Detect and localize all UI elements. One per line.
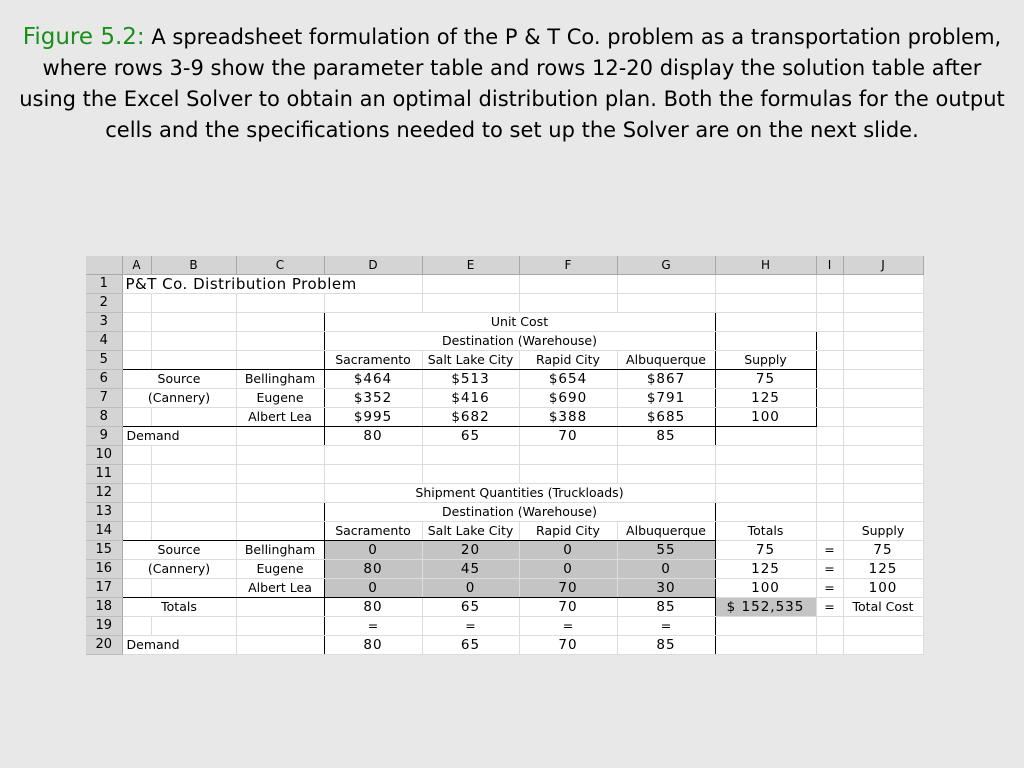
cell[interactable]	[151, 294, 236, 313]
cell[interactable]	[422, 446, 519, 465]
column-header-h[interactable]: H	[715, 256, 816, 275]
unit-cost-title[interactable]: Unit Cost	[324, 313, 715, 332]
supply-cell[interactable]: 100	[715, 408, 816, 427]
cell[interactable]	[843, 617, 923, 636]
cell[interactable]	[122, 408, 151, 427]
sheet-row-14	[86, 522, 923, 541]
supply-cell[interactable]: 125	[843, 560, 923, 579]
cell[interactable]	[816, 484, 843, 503]
figure-label: Figure 5.2:	[22, 24, 145, 50]
cell[interactable]	[617, 465, 715, 484]
row-header[interactable]: 4	[86, 332, 122, 351]
unit-cost-cell[interactable]: $685	[617, 408, 715, 427]
unit-cost-cell[interactable]: $867	[617, 370, 715, 389]
destination-header[interactable]: Rapid City	[519, 351, 617, 370]
unit-cost-cell[interactable]: $416	[422, 389, 519, 408]
cell[interactable]	[122, 351, 151, 370]
totals-header[interactable]: Totals	[715, 522, 816, 541]
sheet-row-3	[86, 313, 923, 332]
cell[interactable]	[617, 275, 715, 294]
shipment-cell[interactable]: 0	[617, 560, 715, 579]
supply-cell[interactable]: 75	[843, 541, 923, 560]
column-header-e[interactable]: E	[422, 256, 519, 275]
row-header[interactable]: 2	[86, 294, 122, 313]
cell[interactable]	[519, 465, 617, 484]
shipment-cell[interactable]: 0	[519, 560, 617, 579]
shipment-cell[interactable]: 20	[422, 541, 519, 560]
destination-header[interactable]: Rapid City	[519, 522, 617, 541]
cell[interactable]	[843, 351, 923, 370]
source-name[interactable]: Albert Lea	[236, 408, 324, 427]
cell[interactable]	[816, 503, 843, 522]
column-header-i[interactable]: I	[816, 256, 843, 275]
row-header[interactable]: 14	[86, 522, 122, 541]
cell[interactable]	[122, 617, 151, 636]
cell[interactable]	[122, 503, 151, 522]
unit-cost-cell[interactable]: $791	[617, 389, 715, 408]
sheet-title[interactable]: P&T Co. Distribution Problem	[122, 275, 422, 294]
sheet-row-2	[86, 294, 923, 313]
supply-cell[interactable]: 125	[715, 389, 816, 408]
sheet-row-17	[86, 579, 923, 598]
cell[interactable]	[151, 579, 236, 598]
supply-cell[interactable]: 100	[843, 579, 923, 598]
destination-header[interactable]: Albuquerque	[617, 351, 715, 370]
row-header[interactable]: 20	[86, 636, 122, 655]
equals-cell[interactable]: =	[816, 598, 843, 617]
cell[interactable]	[843, 408, 923, 427]
cell[interactable]	[816, 617, 843, 636]
cell[interactable]	[816, 446, 843, 465]
cell[interactable]	[236, 636, 324, 655]
cell[interactable]	[715, 636, 816, 655]
cell[interactable]	[236, 313, 324, 332]
column-header-a[interactable]: A	[122, 256, 151, 275]
column-header-b[interactable]: B	[151, 256, 236, 275]
column-header-c[interactable]: C	[236, 256, 324, 275]
shipment-cell[interactable]: 30	[617, 579, 715, 598]
cell[interactable]	[422, 465, 519, 484]
spreadsheet-grid	[86, 256, 924, 655]
cell[interactable]	[843, 484, 923, 503]
cell[interactable]	[843, 503, 923, 522]
sheet-row-16	[86, 560, 923, 579]
shipment-cell[interactable]: 0	[324, 579, 422, 598]
demand-cell[interactable]: 85	[617, 636, 715, 655]
demand-cell[interactable]: 65	[422, 427, 519, 446]
cell[interactable]	[715, 446, 816, 465]
cell[interactable]	[324, 294, 422, 313]
sheet-row-18	[86, 598, 923, 617]
cell[interactable]	[816, 294, 843, 313]
equals-cell[interactable]: =	[519, 617, 617, 636]
shipment-cell[interactable]: 45	[422, 560, 519, 579]
unit-cost-cell[interactable]: $682	[422, 408, 519, 427]
destination-header[interactable]: Albuquerque	[617, 522, 715, 541]
unit-cost-cell[interactable]: $513	[422, 370, 519, 389]
cell[interactable]	[422, 294, 519, 313]
row-header[interactable]: 11	[86, 465, 122, 484]
destination-header[interactable]: Sacramento	[324, 522, 422, 541]
sheet-row-10	[86, 446, 923, 465]
cell[interactable]	[151, 351, 236, 370]
destination-label[interactable]: Destination (Warehouse)	[324, 503, 715, 522]
row-header[interactable]: 6	[86, 370, 122, 389]
row-header[interactable]: 10	[86, 446, 122, 465]
shipment-cell[interactable]: 70	[519, 579, 617, 598]
cell[interactable]	[422, 275, 519, 294]
cell[interactable]	[236, 351, 324, 370]
cell[interactable]	[122, 465, 151, 484]
cell[interactable]	[151, 408, 236, 427]
equals-cell[interactable]: =	[816, 541, 843, 560]
cell[interactable]	[816, 636, 843, 655]
cell[interactable]	[715, 313, 816, 332]
cell[interactable]	[816, 427, 843, 446]
cell[interactable]	[236, 446, 324, 465]
cell[interactable]	[122, 446, 151, 465]
row-header[interactable]: 13	[86, 503, 122, 522]
shipment-cell[interactable]: 0	[422, 579, 519, 598]
cell[interactable]	[715, 275, 816, 294]
destination-label[interactable]: Destination (Warehouse)	[324, 332, 715, 351]
cell[interactable]	[843, 275, 923, 294]
cell[interactable]	[843, 370, 923, 389]
unit-cost-cell[interactable]: $690	[519, 389, 617, 408]
supply-header[interactable]: Supply	[843, 522, 923, 541]
cell[interactable]	[151, 332, 236, 351]
cell[interactable]	[236, 598, 324, 617]
sheet-row-5	[86, 351, 923, 370]
cell[interactable]	[236, 332, 324, 351]
column-total-cell[interactable]: 65	[422, 598, 519, 617]
row-header[interactable]: 1	[86, 275, 122, 294]
cell[interactable]	[843, 313, 923, 332]
cell[interactable]	[151, 446, 236, 465]
cell[interactable]	[236, 503, 324, 522]
column-header-f[interactable]: F	[519, 256, 617, 275]
sheet-row-6	[86, 370, 923, 389]
sheet-row-20	[86, 636, 923, 655]
cannery-label[interactable]: (Cannery)	[122, 389, 236, 408]
cell[interactable]	[715, 465, 816, 484]
sheet-row-8	[86, 408, 923, 427]
destination-header[interactable]: Sacramento	[324, 351, 422, 370]
shipment-cell[interactable]: 0	[324, 541, 422, 560]
demand-cell[interactable]: 80	[324, 636, 422, 655]
cell[interactable]	[816, 351, 843, 370]
cell[interactable]	[151, 313, 236, 332]
cannery-label[interactable]: (Cannery)	[122, 560, 236, 579]
shipment-title[interactable]: Shipment Quantities (Truckloads)	[324, 484, 715, 503]
row-header[interactable]: 7	[86, 389, 122, 408]
unit-cost-cell[interactable]: $995	[324, 408, 422, 427]
cell[interactable]	[236, 465, 324, 484]
cell[interactable]	[151, 522, 236, 541]
row-header[interactable]: 12	[86, 484, 122, 503]
cell[interactable]	[715, 484, 816, 503]
sheet-row-15	[86, 541, 923, 560]
demand-cell[interactable]: 80	[324, 427, 422, 446]
column-total-cell[interactable]: 85	[617, 598, 715, 617]
row-header[interactable]: 16	[86, 560, 122, 579]
cell[interactable]	[519, 294, 617, 313]
cell[interactable]	[715, 503, 816, 522]
sheet-row-7	[86, 389, 923, 408]
column-header-g[interactable]: G	[617, 256, 715, 275]
demand-cell[interactable]: 70	[519, 636, 617, 655]
cell[interactable]	[843, 465, 923, 484]
shipment-cell[interactable]: 55	[617, 541, 715, 560]
cell[interactable]	[151, 617, 236, 636]
cell[interactable]	[122, 522, 151, 541]
cell[interactable]	[236, 522, 324, 541]
sheet-row-19	[86, 617, 923, 636]
cell[interactable]	[151, 503, 236, 522]
source-label[interactable]: Source	[122, 541, 236, 560]
row-total-cell[interactable]: 125	[715, 560, 816, 579]
column-total-cell[interactable]: 80	[324, 598, 422, 617]
cell[interactable]	[324, 465, 422, 484]
source-name[interactable]: Bellingham	[236, 541, 324, 560]
source-name[interactable]: Eugene	[236, 389, 324, 408]
cell[interactable]	[519, 446, 617, 465]
cell[interactable]	[715, 294, 816, 313]
destination-header[interactable]: Salt Lake City	[422, 522, 519, 541]
row-header[interactable]: 15	[86, 541, 122, 560]
sheet-row-11	[86, 465, 923, 484]
cell[interactable]	[816, 370, 843, 389]
row-header[interactable]: 18	[86, 598, 122, 617]
cell[interactable]	[816, 332, 843, 351]
cell[interactable]	[843, 636, 923, 655]
unit-cost-cell[interactable]: $654	[519, 370, 617, 389]
cell[interactable]	[843, 427, 923, 446]
source-name[interactable]: Albert Lea	[236, 579, 324, 598]
supply-cell[interactable]: 75	[715, 370, 816, 389]
equals-cell[interactable]: =	[816, 560, 843, 579]
row-header[interactable]: 9	[86, 427, 122, 446]
column-header-j[interactable]: J	[843, 256, 923, 275]
sheet-row-13	[86, 503, 923, 522]
cell[interactable]	[151, 465, 236, 484]
supply-header[interactable]: Supply	[715, 351, 816, 370]
cell[interactable]	[617, 446, 715, 465]
cell[interactable]	[236, 617, 324, 636]
cell[interactable]	[236, 427, 324, 446]
equals-cell[interactable]: =	[617, 617, 715, 636]
cell[interactable]	[816, 389, 843, 408]
unit-cost-cell[interactable]: $388	[519, 408, 617, 427]
destination-header[interactable]: Salt Lake City	[422, 351, 519, 370]
cell[interactable]	[122, 484, 151, 503]
source-label[interactable]: Source	[122, 370, 236, 389]
cell[interactable]	[236, 294, 324, 313]
shipment-cell[interactable]: 0	[519, 541, 617, 560]
cell[interactable]	[519, 275, 617, 294]
cell[interactable]	[843, 332, 923, 351]
cell[interactable]	[843, 294, 923, 313]
cell[interactable]	[816, 465, 843, 484]
sheet-row-1	[86, 275, 923, 294]
cell[interactable]	[715, 332, 816, 351]
row-header[interactable]: 17	[86, 579, 122, 598]
totals-label[interactable]: Totals	[122, 598, 236, 617]
select-all-corner[interactable]	[86, 256, 122, 275]
row-total-cell[interactable]: 100	[715, 579, 816, 598]
row-header[interactable]: 19	[86, 617, 122, 636]
cell[interactable]	[816, 275, 843, 294]
cell[interactable]	[715, 427, 816, 446]
cell[interactable]	[151, 484, 236, 503]
sheet-row-12	[86, 484, 923, 503]
source-name[interactable]: Eugene	[236, 560, 324, 579]
cell[interactable]	[816, 522, 843, 541]
unit-cost-cell[interactable]: $464	[324, 370, 422, 389]
cell[interactable]	[715, 617, 816, 636]
spreadsheet	[86, 256, 923, 655]
row-total-cell[interactable]: 75	[715, 541, 816, 560]
unit-cost-cell[interactable]: $352	[324, 389, 422, 408]
cell[interactable]	[843, 389, 923, 408]
cell[interactable]	[236, 484, 324, 503]
column-header-row	[86, 256, 923, 275]
cell[interactable]	[816, 313, 843, 332]
demand-label[interactable]: Demand	[122, 427, 236, 446]
cell[interactable]	[843, 446, 923, 465]
total-cost-label[interactable]: Total Cost	[843, 598, 923, 617]
figure-caption-text: A spreadsheet formulation of the P & T Co. problem as a transportation problem, where rows 3-9 show the parameter table and rows 12-20 display the solution table after using the Excel Solver to obtain an optimal distribution plan. Both the formulas for the output cells and the specifications needed to set up the Solver are on the next slide.	[19, 25, 1005, 142]
cell[interactable]	[122, 332, 151, 351]
cell[interactable]	[324, 446, 422, 465]
equals-cell[interactable]: =	[324, 617, 422, 636]
column-total-cell[interactable]: 70	[519, 598, 617, 617]
cell[interactable]	[617, 294, 715, 313]
figure-caption	[14, 22, 1010, 146]
row-header[interactable]: 5	[86, 351, 122, 370]
row-header[interactable]: 3	[86, 313, 122, 332]
source-name[interactable]: Bellingham	[236, 370, 324, 389]
cell[interactable]	[122, 294, 151, 313]
row-header[interactable]: 8	[86, 408, 122, 427]
cell[interactable]	[816, 408, 843, 427]
column-header-d[interactable]: D	[324, 256, 422, 275]
sheet-row-9	[86, 427, 923, 446]
cell[interactable]	[122, 579, 151, 598]
total-cost-cell[interactable]: $ 152,535	[715, 598, 816, 617]
demand-cell[interactable]: 70	[519, 427, 617, 446]
sheet-row-4	[86, 332, 923, 351]
equals-cell[interactable]: =	[422, 617, 519, 636]
demand-cell[interactable]: 65	[422, 636, 519, 655]
demand-cell[interactable]: 85	[617, 427, 715, 446]
shipment-cell[interactable]: 80	[324, 560, 422, 579]
cell[interactable]	[122, 313, 151, 332]
demand-label[interactable]: Demand	[122, 636, 236, 655]
equals-cell[interactable]: =	[816, 579, 843, 598]
